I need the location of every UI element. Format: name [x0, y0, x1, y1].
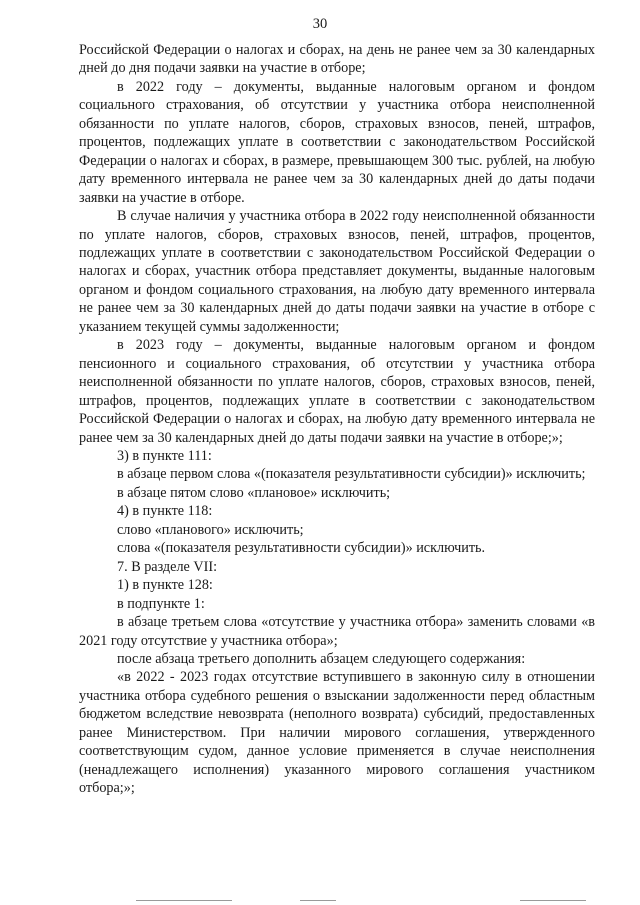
document-body — [79, 41, 595, 798]
paragraph: 7. В разделе VII: — [117, 558, 218, 575]
page-number: 30 — [312, 16, 328, 32]
paragraph: в абзаце третьем слова «отсутствие у участника отбора» заменить словами «в 2021 году отсутствие у участника отбора»; — [79, 614, 595, 649]
paragraph: Российской Федерации о налогах и сборах, на день не ранее чем за 30 календарных дней до дня подачи заявки на участие в отборе; — [79, 42, 595, 77]
paragraph: слова «(показателя результативности субсидии)» исключить. — [117, 540, 486, 557]
paragraph: «в 2022 - 2023 годах отсутствие вступившего в законную силу в отношении участника отбора судебного решения о взыскании задолженности перед областным бюджетом вследствие невозврата (неполного возврата) субсидий, предоставленных ранее Министерством. При наличии мирового соглашения, утвержденного соответствующим судом, данное условие применяется в случае неисполнения (ненадлежащего исполнения) указанного мирового соглашения участником отбора;»; — [79, 669, 595, 797]
paragraph: В случае наличия у участника отбора в 2022 году неисполненной обязанности по уплате налогов, сборов, страховых взносов, пеней, штрафов, процентов, подлежащих уплате в соответствии с законодательством Российской Федерации о налогах и сборах, участник отбора представляет документы, выданные налоговым органом и фондом социального страхования, на любую дату временного интервала не ранее чем за 30 календарных дней до даты подачи заявки на участие в отборе с указанием текущей суммы задолженности; — [79, 208, 595, 335]
scan-artifact-line — [300, 900, 336, 901]
paragraph: 3) в пункте 111: — [117, 447, 212, 464]
paragraph: 4) в пункте 118: — [117, 503, 213, 520]
scan-artifact-line — [136, 900, 232, 901]
scan-artifact-line — [520, 900, 586, 901]
paragraph: после абзаца третьего дополнить абзацем следующего содержания: — [117, 650, 526, 667]
paragraph: в подпункте 1: — [117, 595, 205, 612]
paragraph: в абзаце первом слова «(показателя результативности субсидии)» исключить; — [117, 466, 586, 483]
paragraph: 1) в пункте 128: — [117, 577, 213, 594]
paragraph: в 2023 году – документы, выданные налоговым органом и фондом пенсионного и социального страхования, об отсутствии у участника отбора неисполненной обязанности по уплате налогов, сборов, страховых взносов, пеней, штрафов, процентов, подлежащих уплате в соответствии с законодательством Российской Федерации о налогах и сборах, на любую дату временного интервала не ранее чем за 30 календарных дней до даты подачи заявки на участие в отборе;»; — [79, 337, 595, 446]
paragraph: в 2022 году – документы, выданные налоговым органом и фондом социального страхования, об отсутствии у участника отбора неисполненной обязанности по уплате налогов, сборов, страховых взносов, пеней, штрафов, процентов, подлежащих уплате в соответствии с законодательством Российской Федерации о налогах и сборах, в размере, превышающем 300 тыс. рублей, на любую дату временного интервала не ранее чем за 30 календарных дней до даты подачи заявки на участие в отборе. — [79, 78, 595, 206]
paragraph: в абзаце пятом слово «плановое» исключить; — [117, 484, 391, 501]
paragraph: слово «планового» исключить; — [117, 521, 304, 538]
